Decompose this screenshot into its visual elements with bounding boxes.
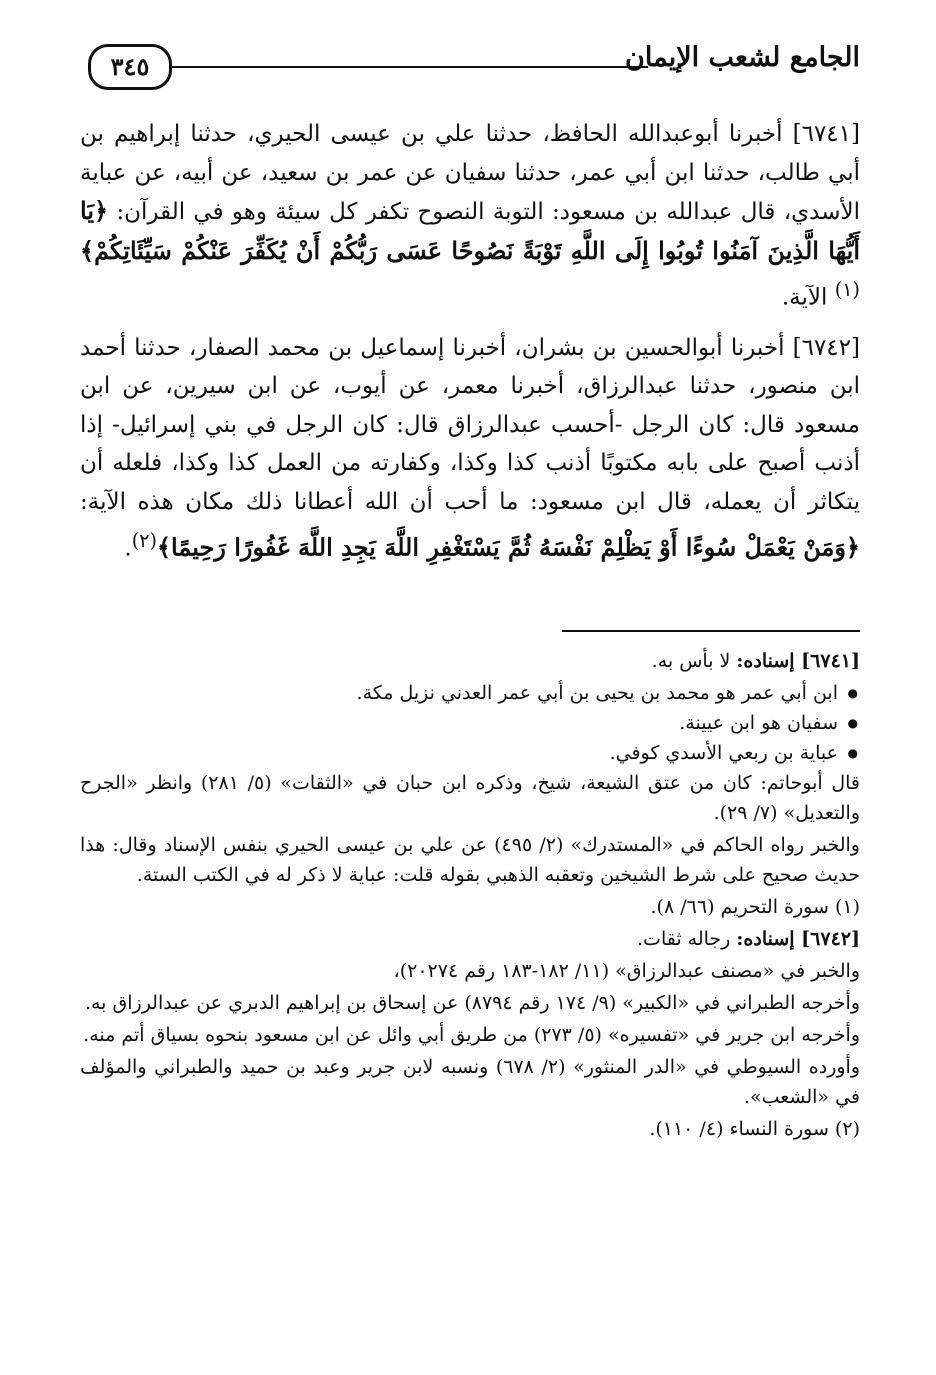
note-6742-label: [٦٧٤٢] إسناده: <box>736 928 860 950</box>
header-rule <box>172 66 648 68</box>
page-header <box>88 36 860 98</box>
hadith-6741-text: [٦٧٤١] أخبرنا أبوعبدالله الحافظ، حدثنا علي بن عيسى الحيري، حدثنا إبراهيم بن أبي طالب، حدثنا ابن أبي عمر، حدثنا سفيان عن عمر بن سعيد، عن أبيه، عن عباية الأسدي، قال عبدالله بن مسعود: التوبة النصوح تكفر كل سيئة وهو في القرآن: <box>80 121 860 226</box>
hadith-6742-after: . <box>124 535 132 562</box>
footnote-separator <box>562 630 860 632</box>
list-item: ● عباية بن ربعي الأسدي كوفي. <box>80 738 838 768</box>
note-6741-abu-hatim: قال أبوحاتم: كان من عتق الشيعة، شيخ، وذكره ابن حبان في «الثقات» (٥/ ٢٨١) وانظر «الجرح والتعديل» (٧/ ٢٩). <box>80 772 860 824</box>
note-6741-label: [٦٧٤١] إسناده: <box>736 650 860 672</box>
quran-verse-1: ﴿يَا أَيُّهَا الَّذِينَ آمَنُوا تُوبُوا إِلَى اللَّهِ تَوْبَةً نَصُوحًا عَسَى رَبُّكُمْ أَنْ يُكَفِّرَ عَنْكُمْ سَيِّئَاتِكُمْ﴾ <box>80 196 860 265</box>
footnote-ref-1: (١) <box>834 278 860 302</box>
list-item: ● ابن أبي عمر هو محمد بن يحيى بن أبي عمر العدني نزيل مكة. <box>80 678 838 708</box>
hadith-6741-after: الآية. <box>781 285 835 312</box>
hadith-6742-text: [٦٧٤٢] أخبرنا أبوالحسين بن بشران، أخبرنا إسماعيل بن محمد الصفار، حدثنا أحمد ابن منصور، حدثنا عبدالرزاق، أخبرنا معمر، عن أيوب، عن ابن سيرين، عن ابن مسعود قال: كان الرجل -أحسب عبدالرزاق قال: كان الرجل في بني إسرائيل- إذا أذنب أصبح على بابه مكتوبًا أذنب كذا وكذا، وكفارته من العمل كذا وكذا، فلعله أن يتكاثر أن يعمله، قال ابن مسعود: ما أحب أن الله أعطانا ذلك مكان هذه الآية: <box>80 334 860 515</box>
note-6741-heading <box>80 646 860 676</box>
footnotes <box>80 646 860 1146</box>
hadith-6742 <box>80 329 860 568</box>
hadith-6741 <box>80 115 860 318</box>
note-6742-line: وأورده السيوطي في «الدر المنثور» (٢/ ٦٧٨) ونسبه لابن جرير وعبد بن حميد والطبراني والمؤلف في «الشعب». <box>80 1056 860 1108</box>
footnote-1: (١) سورة التحريم (٦٦/ ٨). <box>650 896 860 918</box>
note-6742-heading <box>80 924 860 954</box>
note-6741-grade: لا بأس به. <box>651 650 737 672</box>
note-6742-line: والخبر في «مصنف عبدالرزاق» (١١/ ١٨٢-١٨٣ رقم ٢٠٢٧٤)، <box>393 960 860 982</box>
note-6742-grade: رجاله ثقات. <box>637 928 737 950</box>
note-6741-bullets <box>80 678 860 768</box>
footnote-ref-2: (٢) <box>131 528 157 552</box>
quran-verse-2: ﴿وَمَنْ يَعْمَلْ سُوءًا أَوْ يَظْلِمْ نَفْسَهُ ثُمَّ يَسْتَغْفِرِ اللَّهَ يَجِدِ اللَّهَ غَفُورًا رَحِيمًا﴾ <box>156 532 860 562</box>
note-6742-line: وأخرجه الطبراني في «الكبير» (٩/ ١٧٤ رقم ٨٧٩٤) عن إسحاق بن إبراهيم الدبري عن عبدالرزاق به. <box>84 992 860 1014</box>
list-item: ● سفيان هو ابن عيينة. <box>80 708 838 738</box>
book-title: الجامع لشعب الإيمان <box>625 42 860 73</box>
note-6741-hakim: والخبر رواه الحاكم في «المستدرك» (٢/ ٤٩٥) عن علي بن عيسى الحيري بنفس الإسناد وقال: هذا حديث صحيح على شرط الشيخين وتعقبه الذهبي بقوله قلت: عباية لا ذكر له في الكتب الستة. <box>80 834 860 886</box>
footnote-2: (٢) سورة النساء (٤/ ١١٠). <box>649 1118 860 1140</box>
page-number: ٣٤٥ <box>88 44 172 90</box>
main-text <box>80 115 860 568</box>
note-6742-line: وأخرجه ابن جرير في «تفسيره» (٥/ ٢٧٣) من طريق أبي وائل عن ابن مسعود بنحوه بسياق أتم منه. <box>83 1024 860 1046</box>
